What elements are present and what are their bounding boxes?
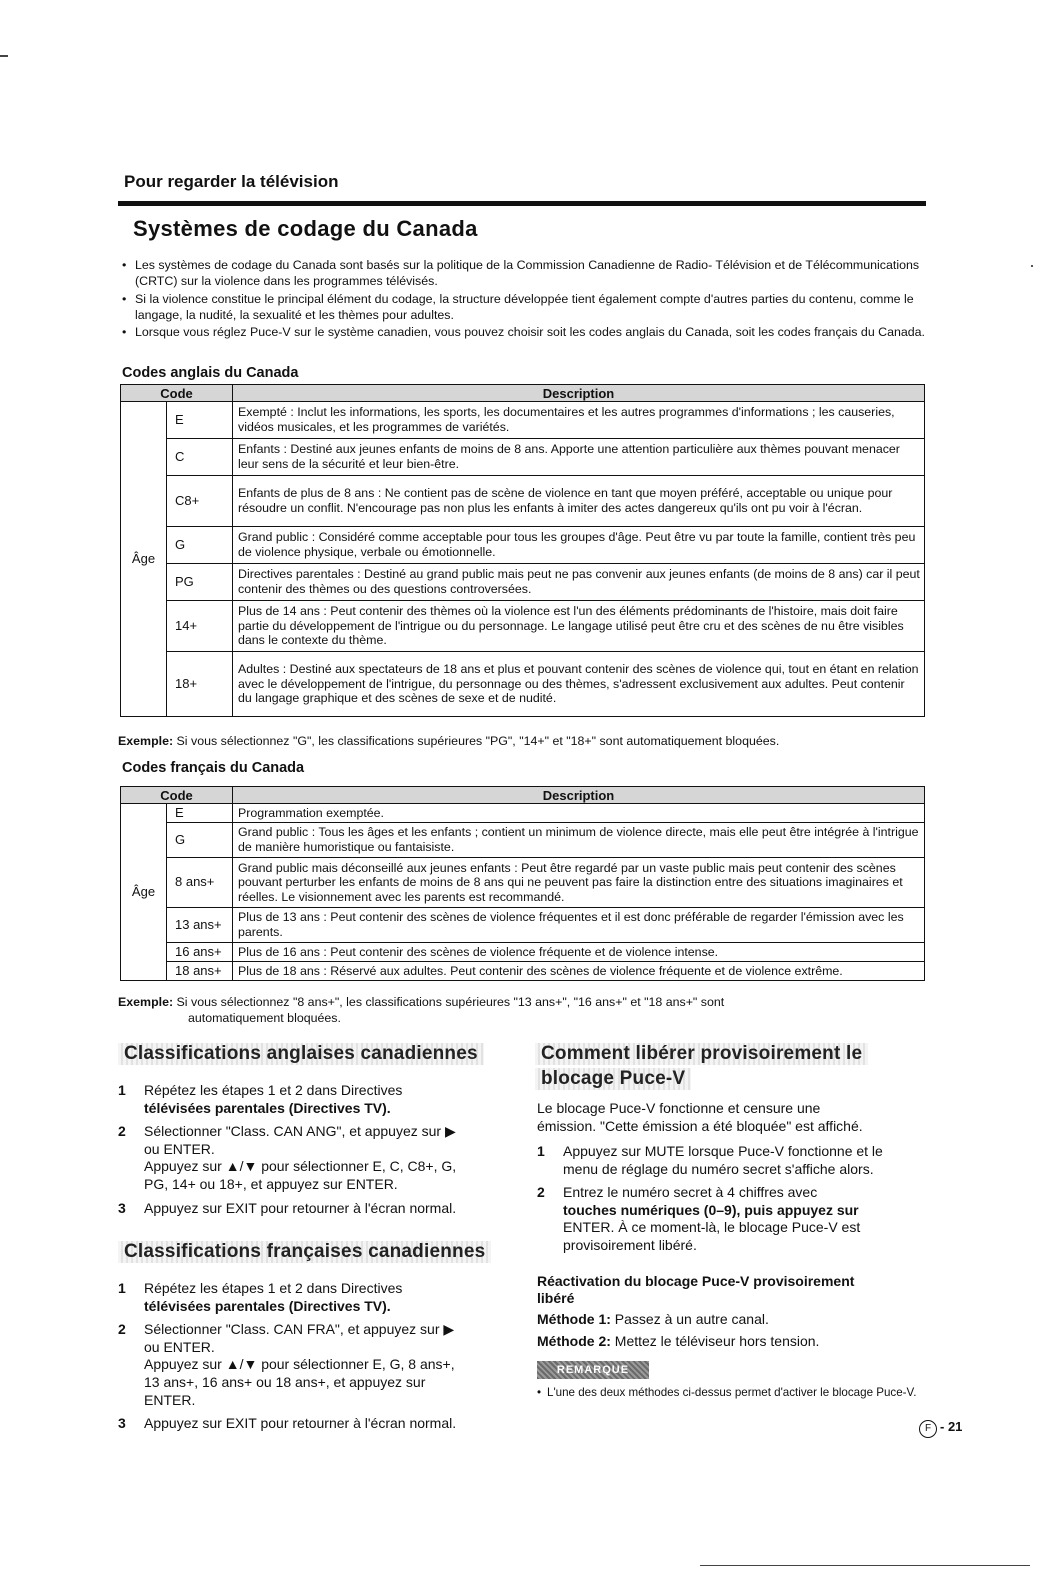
- rating-code: G: [167, 527, 233, 564]
- reactivation-heading-line: Réactivation du blocage Puce-V provisoirement: [537, 1273, 855, 1289]
- table-row: [121, 858, 925, 908]
- section-header: Pour regarder la télévision: [124, 172, 339, 191]
- header-rule: [118, 201, 926, 206]
- step-number: 1: [118, 1082, 126, 1098]
- intro-line: émission. "Cette émission a été bloquée" est affiché.: [537, 1117, 863, 1134]
- table-row: [121, 564, 925, 601]
- table-row: [121, 476, 925, 527]
- table-row: [121, 652, 925, 717]
- reactivation-heading: [537, 1273, 927, 1307]
- step-number: 3: [118, 1415, 126, 1432]
- code-column-header: Code: [121, 385, 233, 402]
- step-item: [118, 1123, 508, 1193]
- intro-bullets: [118, 257, 926, 341]
- table-header-row: [121, 385, 925, 402]
- step-line: Répétez les étapes 1 et 2 dans Directives: [144, 1280, 403, 1296]
- french-example: [118, 994, 928, 1026]
- intro-bullet: • Les systèmes de codage du Canada sont basés sur la politique de la Commission Canadienne de Radio- Télévision et de Télécommunications (CRTC) sur la violence dans les programmes télévisés.: [118, 257, 926, 290]
- step-line: Appuyez sur EXIT pour retourner à l'écran normal.: [144, 1415, 457, 1432]
- step-line: Sélectionner "Class. CAN ANG", et appuyez sur ▶: [144, 1123, 456, 1140]
- bottom-rule: [700, 1565, 1030, 1566]
- step-line: provisoirement libéré.: [563, 1236, 697, 1253]
- rating-code: 14+: [167, 601, 233, 652]
- description-column-header: Description: [233, 385, 925, 402]
- unlock-heading-line1: Comment libérer provisoirement le: [535, 1043, 868, 1065]
- rating-code: C8+: [167, 476, 233, 527]
- rating-code: G: [167, 823, 233, 858]
- step-item: [118, 1280, 508, 1315]
- method-label: Méthode 2:: [537, 1333, 611, 1349]
- step-number: 1: [537, 1143, 545, 1159]
- rating-description: Programmation exemptée.: [233, 804, 925, 823]
- table-row: [121, 943, 925, 962]
- classif-english-steps: [118, 1082, 508, 1223]
- step-line: ENTER. À ce moment-là, le blocage Puce-V est: [563, 1219, 861, 1236]
- table-row: [121, 402, 925, 439]
- rating-description: Grand public mais déconseillé aux jeunes enfants : Peut être regardé par un vaste public mais peut contenir des scènes pouvant perturber les enfants de moins de 8 ans qui ne peuvent pas faire la distinction entre des situations imaginaires et réelles. Le visionnement avec les parents est recommandé.: [233, 858, 925, 908]
- rating-code: 16 ans+: [167, 943, 233, 962]
- step-item: [118, 1415, 508, 1433]
- french-codes-heading: Codes français du Canada: [122, 760, 305, 776]
- step-number: 2: [118, 1321, 126, 1338]
- classif-french-steps: [118, 1280, 508, 1439]
- table-row: [121, 439, 925, 476]
- rating-code: E: [167, 804, 233, 823]
- intro-bullet: • Lorsque vous réglez Puce-V sur le système canadien, vous pouvez choisir soit les codes anglais du Canada, soit les codes français du Canada.: [118, 324, 926, 340]
- page-number: [919, 1419, 962, 1438]
- table-row: [121, 601, 925, 652]
- method-text: Passez à un autre canal.: [614, 1311, 769, 1327]
- table-row: [121, 823, 925, 858]
- step-number: 2: [118, 1123, 126, 1140]
- rating-description: Plus de 18 ans : Réservé aux adultes. Peut contenir des scènes de violence fréquente et de violence extrême.: [233, 962, 925, 981]
- classif-english-heading: Classifications anglaises canadiennes: [118, 1043, 484, 1065]
- table-row: [121, 804, 925, 823]
- example-label: Exemple:: [118, 734, 174, 748]
- language-badge-icon: F: [919, 1420, 937, 1438]
- step-number: 2: [537, 1184, 545, 1201]
- step-item: [118, 1321, 508, 1409]
- age-label: Âge: [121, 804, 167, 981]
- rating-description: Enfants : Destiné aux jeunes enfants de moins de 8 ans. Apporte une attention particulière aux thèmes pouvant menacer leur sens de la sécurité et leur bien-être.: [233, 439, 925, 476]
- step-line: menu de réglage du numéro secret s'affiche alors.: [563, 1160, 874, 1177]
- rating-code: 18+: [167, 652, 233, 717]
- rating-code: 8 ans+: [167, 858, 233, 908]
- step-item: [537, 1184, 927, 1254]
- intro-bullet: • Si la violence constitue le principal élément du codage, la structure développée tient également compte d'autres parties du contenu, comme le langage, la nudité, la sexualité et les thèmes pour adultes.: [118, 291, 926, 324]
- french-codes-table: [120, 786, 925, 981]
- step-line: Appuyez sur MUTE lorsque Puce-V fonctionne et le: [563, 1143, 883, 1159]
- note-badge: REMARQUE: [537, 1361, 649, 1379]
- rating-description: Grand public : Tous les âges et les enfants ; contient un minimum de violence directe, mais elle peut être intégrée à l'intrigue de manière humoristique ou fantaisiste.: [233, 823, 925, 858]
- rating-code: E: [167, 402, 233, 439]
- step-number: 1: [118, 1280, 126, 1296]
- page-number-text: - 21: [940, 1419, 963, 1434]
- scan-speck: [1031, 265, 1033, 267]
- rating-description: Plus de 16 ans : Peut contenir des scènes de violence fréquente et de violence intense.: [233, 943, 925, 962]
- note-text: • L'une des deux méthodes ci-dessus permet d'activer le blocage Puce-V.: [537, 1385, 927, 1400]
- rating-code: 13 ans+: [167, 908, 233, 943]
- step-line: touches numériques (0–9), puis appuyez sur: [563, 1201, 859, 1218]
- english-codes-heading: Codes anglais du Canada: [122, 365, 299, 381]
- rating-description: Plus de 14 ans : Peut contenir des thèmes où la violence est l'un des éléments prédominants de l'histoire, mais doit faire partie du développement de l'intrigue ou du personnage. Le langage utilisé peut être cru et des scènes de nu être visibles dans le contexte du thème.: [233, 601, 925, 652]
- example-text-continued: automatiquement bloquées.: [188, 1011, 341, 1025]
- reactivation-heading-line: libéré: [537, 1290, 575, 1306]
- page-title: Systèmes de codage du Canada: [133, 216, 478, 241]
- step-line: PG, 14+ ou 18+, et appuyez sur ENTER.: [144, 1175, 398, 1192]
- step-item: [537, 1143, 927, 1178]
- step-number: 3: [118, 1199, 126, 1216]
- step-line: Sélectionner "Class. CAN FRA", et appuyez sur ▶: [144, 1321, 455, 1338]
- step-line: ou ENTER.: [144, 1338, 215, 1355]
- table-row: [121, 908, 925, 943]
- method-text: Mettez le téléviseur hors tension.: [614, 1333, 820, 1349]
- method-2: [537, 1333, 819, 1350]
- rating-description: Grand public : Considéré comme acceptable pour tous les groupes d'âge. Peut être vu par toute la famille, contient très peu de violence physique, verbale ou émotionnelle.: [233, 527, 925, 564]
- unlock-intro: [537, 1100, 927, 1135]
- example-label: Exemple:: [118, 995, 174, 1009]
- step-line: 13 ans+, 16 ans+ ou 18 ans+, et appuyez sur: [144, 1373, 426, 1390]
- step-line: Répétez les étapes 1 et 2 dans Directives: [144, 1082, 403, 1098]
- classif-french-heading: Classifications françaises canadiennes: [118, 1241, 491, 1263]
- rating-description: Plus de 13 ans : Peut contenir des scènes de violence fréquentes et il est donc préférable de regarder l'émission avec les parents.: [233, 908, 925, 943]
- table-row: [121, 962, 925, 981]
- age-label: Âge: [121, 402, 167, 717]
- step-line: télévisées parentales (Directives TV).: [144, 1099, 391, 1116]
- step-item: [118, 1200, 508, 1218]
- unlock-steps: [537, 1143, 927, 1261]
- description-column-header: Description: [233, 787, 925, 804]
- step-item: [118, 1082, 508, 1117]
- rating-description: Adultes : Destiné aux spectateurs de 18 ans et plus et pouvant contenir des scènes de violence qui, tout en étant en relation avec le développement de l'intrigue, du personnage ou des thèmes, s'adressent exclusivement aux adultes. Peut contenir du langage graphique et des scènes de sexe et de nudité.: [233, 652, 925, 717]
- step-line: Appuyez sur ▲/▼ pour sélectionner E, G, 8 ans+,: [144, 1356, 455, 1373]
- example-text: Si vous sélectionnez "8 ans+", les classifications supérieures "13 ans+", "16 ans+" et "18 ans+" sont: [176, 995, 725, 1009]
- english-codes-table: [120, 384, 925, 717]
- step-line: ou ENTER.: [144, 1140, 215, 1157]
- example-text: Si vous sélectionnez "G", les classifications supérieures "PG", "14+" et "18+" sont automatiquement bloquées.: [176, 734, 780, 748]
- method-1: [537, 1311, 769, 1328]
- step-line: Entrez le numéro secret à 4 chiffres avec: [563, 1184, 818, 1201]
- step-line: ENTER.: [144, 1391, 196, 1408]
- table-header-row: [121, 787, 925, 804]
- rating-description: Exempté : Inclut les informations, les sports, les documentaires et les autres programmes d'informations ; les causeries, vidéos musicales, et les programmes de variétés.: [233, 402, 925, 439]
- method-label: Méthode 1:: [537, 1311, 611, 1327]
- english-example: [118, 733, 928, 749]
- intro-line: Le blocage Puce-V fonctionne et censure une: [537, 1100, 821, 1116]
- rating-code: PG: [167, 564, 233, 601]
- step-line: télévisées parentales (Directives TV).: [144, 1297, 391, 1314]
- rating-description: Enfants de plus de 8 ans : Ne contient pas de scène de violence en tant que moyen préféré, acceptable ou unique pour résoudre un conflit. N'encourage pas non plus les enfants à imiter des actes dangereux qu'ils ont pu voir à l'écran.: [233, 476, 925, 527]
- rating-description: Directives parentales : Destiné au grand public mais peut ne pas convenir aux jeunes enfants (de moins de 8 ans) car il peut contenir des thèmes ou des questions controversées.: [233, 564, 925, 601]
- table-row: [121, 527, 925, 564]
- unlock-heading-line2: blocage Puce-V: [535, 1068, 691, 1090]
- step-line: Appuyez sur ▲/▼ pour sélectionner E, C, C8+, G,: [144, 1158, 457, 1175]
- rating-code: C: [167, 439, 233, 476]
- step-line: Appuyez sur EXIT pour retourner à l'écran normal.: [144, 1199, 457, 1216]
- code-column-header: Code: [121, 787, 233, 804]
- rating-code: 18 ans+: [167, 962, 233, 981]
- crop-mark: [0, 55, 8, 57]
